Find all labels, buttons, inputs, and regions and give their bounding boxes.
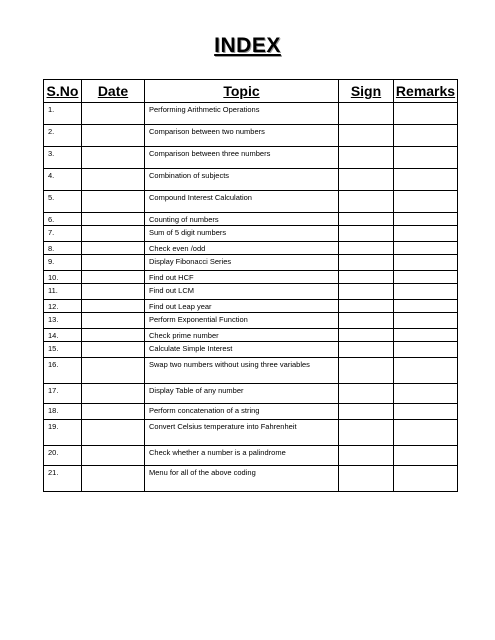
table-row xyxy=(44,358,458,384)
row-sign xyxy=(339,125,394,147)
row-date xyxy=(82,358,145,384)
row-date xyxy=(82,226,145,242)
column-header-topic: Topic xyxy=(145,80,339,103)
row-remarks xyxy=(394,242,458,255)
row-sign xyxy=(339,271,394,284)
row-date xyxy=(82,169,145,191)
table-header-row xyxy=(44,80,458,103)
page-title: INDEX xyxy=(214,34,281,57)
row-remarks xyxy=(394,466,458,492)
row-date xyxy=(82,255,145,271)
table-row xyxy=(44,404,458,420)
row-remarks xyxy=(394,358,458,384)
row-topic: Combination of subjects xyxy=(145,169,339,191)
row-sno: 18. xyxy=(44,404,82,420)
row-sign xyxy=(339,284,394,300)
table-row xyxy=(44,147,458,169)
row-date xyxy=(82,329,145,342)
row-date xyxy=(82,191,145,213)
table-row xyxy=(44,446,458,466)
table-row xyxy=(44,466,458,492)
row-remarks xyxy=(394,147,458,169)
row-sno: 5. xyxy=(44,191,82,213)
row-remarks xyxy=(394,404,458,420)
row-sign xyxy=(339,255,394,271)
row-sno: 8. xyxy=(44,242,82,255)
row-remarks xyxy=(394,300,458,313)
row-sign xyxy=(339,329,394,342)
row-sign xyxy=(339,147,394,169)
row-sign xyxy=(339,420,394,446)
table-row xyxy=(44,242,458,255)
row-sno: 9. xyxy=(44,255,82,271)
row-remarks xyxy=(394,329,458,342)
column-header-remarks: Remarks xyxy=(394,80,458,103)
row-sno: 4. xyxy=(44,169,82,191)
row-date xyxy=(82,342,145,358)
row-topic: Comparison between two numbers xyxy=(145,125,339,147)
table-row xyxy=(44,420,458,446)
row-date xyxy=(82,284,145,300)
row-remarks xyxy=(394,169,458,191)
table-row xyxy=(44,313,458,329)
row-topic: Display Fibonacci Series xyxy=(145,255,339,271)
row-remarks xyxy=(394,125,458,147)
row-remarks xyxy=(394,420,458,446)
row-remarks xyxy=(394,384,458,404)
row-sign xyxy=(339,384,394,404)
row-sign xyxy=(339,446,394,466)
row-sign xyxy=(339,242,394,255)
row-sign xyxy=(339,300,394,313)
row-topic: Comparison between three numbers xyxy=(145,147,339,169)
row-date xyxy=(82,446,145,466)
row-topic: Perform concatenation of a string xyxy=(145,404,339,420)
table-row xyxy=(44,329,458,342)
row-sno: 19. xyxy=(44,420,82,446)
table-row xyxy=(44,255,458,271)
row-topic: Find out HCF xyxy=(145,271,339,284)
column-header-sno: S.No xyxy=(44,80,82,103)
row-topic: Display Table of any number xyxy=(145,384,339,404)
row-date xyxy=(82,404,145,420)
row-date xyxy=(82,466,145,492)
row-date xyxy=(82,384,145,404)
column-header-sign: Sign xyxy=(339,80,394,103)
row-topic: Check whether a number is a palindrome xyxy=(145,446,339,466)
row-sno: 6. xyxy=(44,213,82,226)
row-topic: Find out LCM xyxy=(145,284,339,300)
row-remarks xyxy=(394,255,458,271)
table-body xyxy=(44,103,458,492)
row-sno: 20. xyxy=(44,446,82,466)
table-row xyxy=(44,191,458,213)
table-row xyxy=(44,226,458,242)
row-sign xyxy=(339,404,394,420)
row-remarks xyxy=(394,313,458,329)
table-row xyxy=(44,103,458,125)
row-remarks xyxy=(394,271,458,284)
row-date xyxy=(82,242,145,255)
column-header-date: Date xyxy=(82,80,145,103)
row-remarks xyxy=(394,226,458,242)
row-sno: 3. xyxy=(44,147,82,169)
row-sno: 21. xyxy=(44,466,82,492)
table-row xyxy=(44,300,458,313)
row-sno: 13. xyxy=(44,313,82,329)
row-date xyxy=(82,103,145,125)
row-sno: 16. xyxy=(44,358,82,384)
row-sign xyxy=(339,169,394,191)
row-topic: Find out Leap year xyxy=(145,300,339,313)
row-date xyxy=(82,271,145,284)
row-remarks xyxy=(394,284,458,300)
row-remarks xyxy=(394,342,458,358)
row-topic: Check even /odd xyxy=(145,242,339,255)
table-row xyxy=(44,271,458,284)
row-sign xyxy=(339,466,394,492)
row-topic: Perform Exponential Function xyxy=(145,313,339,329)
row-topic: Convert Celsius temperature into Fahrenheit xyxy=(145,420,339,446)
row-remarks xyxy=(394,446,458,466)
row-topic: Calculate Simple Interest xyxy=(145,342,339,358)
row-sign xyxy=(339,358,394,384)
table-row xyxy=(44,125,458,147)
row-sno: 1. xyxy=(44,103,82,125)
row-date xyxy=(82,213,145,226)
row-sign xyxy=(339,191,394,213)
row-date xyxy=(82,300,145,313)
row-date xyxy=(82,420,145,446)
index-table xyxy=(43,79,458,492)
table-row xyxy=(44,169,458,191)
row-remarks xyxy=(394,213,458,226)
table-row xyxy=(44,342,458,358)
row-topic: Menu for all of the above coding xyxy=(145,466,339,492)
row-sno: 12. xyxy=(44,300,82,313)
row-topic: Sum of 5 digit numbers xyxy=(145,226,339,242)
row-sno: 15. xyxy=(44,342,82,358)
row-sno: 11. xyxy=(44,284,82,300)
row-sign xyxy=(339,342,394,358)
table-row xyxy=(44,384,458,404)
row-sign xyxy=(339,103,394,125)
row-sno: 7. xyxy=(44,226,82,242)
table-row xyxy=(44,284,458,300)
row-sign xyxy=(339,226,394,242)
row-date xyxy=(82,313,145,329)
table-row xyxy=(44,213,458,226)
row-topic: Performing Arithmetic Operations xyxy=(145,103,339,125)
row-sign xyxy=(339,213,394,226)
row-topic: Swap two numbers without using three variables xyxy=(145,358,339,384)
row-remarks xyxy=(394,103,458,125)
row-sno: 10. xyxy=(44,271,82,284)
row-sno: 2. xyxy=(44,125,82,147)
row-sno: 17. xyxy=(44,384,82,404)
row-sign xyxy=(339,313,394,329)
row-topic: Compound Interest Calculation xyxy=(145,191,339,213)
row-sno: 14. xyxy=(44,329,82,342)
row-topic: Counting of numbers xyxy=(145,213,339,226)
row-topic: Check prime number xyxy=(145,329,339,342)
row-date xyxy=(82,147,145,169)
row-date xyxy=(82,125,145,147)
row-remarks xyxy=(394,191,458,213)
